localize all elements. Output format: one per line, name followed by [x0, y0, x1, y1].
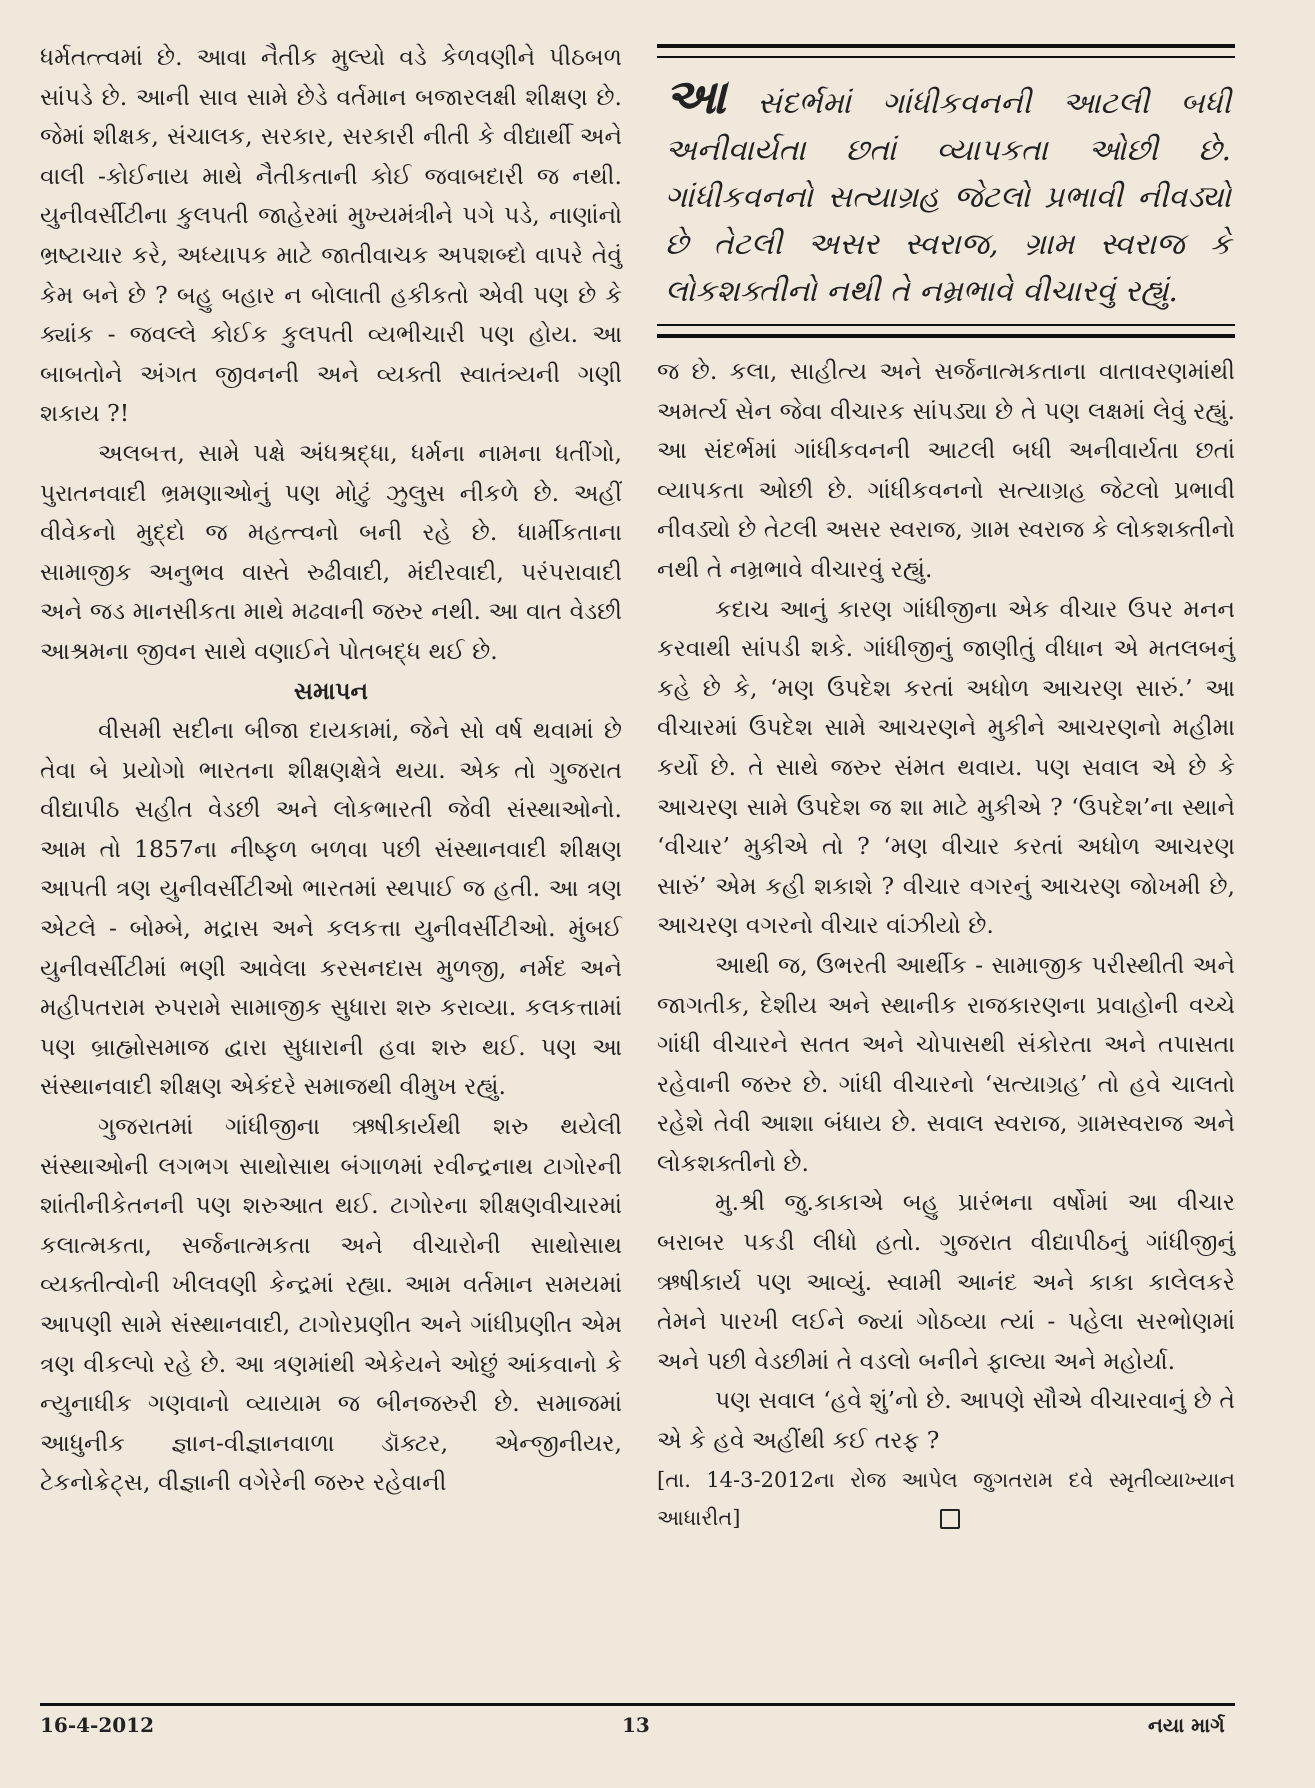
right-paragraph-4: મુ.શ્રી જુ.કાકાએ બહુ પ્રારંભના વર્ષોમાં આ વીચાર બરાબર પકડી લીધો હતો. ગુજરાત વીદ્યાપીઠનું ગાંધીજીનું ઋષીકાર્ય પણ આવ્યું. સ્વામી આનંદ અને કાકા કાલેલકરે તેમને પારખી લઈને જ્યાં ગોઠવ્યા ત્યાં - પહેલા સરભોણમાં અને પછી વેડછીમાં તે વડલો બનીને ફાલ્યા અને મહોર્યા.	[657, 1188, 1235, 1375]
pull-quote-lead-word: આ	[665, 69, 727, 125]
footer-rule	[40, 1703, 1235, 1706]
page-number: 13	[622, 1713, 650, 1737]
citation-note	[657, 1461, 1235, 1537]
right-paragraph-5: પણ સવાલ ‘હવે શું’નો છે. આપણે સૌએ વીચારવાનું છે તે એ કે હવે અહીંથી કઈ તરફ ?	[657, 1386, 1235, 1455]
end-of-article-icon	[940, 1509, 960, 1529]
right-column	[657, 352, 1235, 1537]
left-paragraph-1: ધર્મતત્ત્વમાં છે. આવા નૈતીક મુલ્યો વડે કેળવણીને પીઠબળ સાંપડે છે. આની સાવ સામે છેડે વર્તમાન બજારલક્ષી શીક્ષણ છે. જેમાં શીક્ષક, સંચાલક, સરકાર, સરકારી નીતી કે વીદ્યાર્થી અને વાલી -કોઈનાય માથે નૈતીકતાની કોઈ જવાબદારી જ નથી. યુનીવર્સીટીના કુલપતી જાહેરમાં મુખ્યમંત્રીને પગે પડે, નાણાંનો ભ્રષ્ટાચાર કરે, અધ્યાપક માટે જાતીવાચક અપશબ્દો વાપરે તેવું કેમ બને છે ? બહુ બહાર ન બોલાતી હકીકતો એવી પણ છે કે ક્યાંક - જવલ્લે કોઈક કુલપતી વ્યભીચારી પણ હોય. આ બાબતોને અંગત જીવનની અને વ્યક્તી સ્વાતંત્ર્યની ગણી શકાય ?!	[40, 43, 622, 428]
right-paragraph-1: જ છે. કલા, સાહીત્ય અને સર્જનાત્મકતાના વાતાવરણમાંથી અમર્ત્ય સેન જેવા વીચારક સાંપડ્યા છે તે પણ લક્ષમાં લેવું રહ્યું. આ સંદર્ભમાં ગાંધીકવનની આટલી બધી અનીવાર્યતા છતાં વ્યાપકતા ઓછી છે. ગાંધીકવનનો સત્યાગ્રહ જેટલો પ્રભાવી નીવડ્યો છે તેટલી અસર સ્વરાજ, ગ્રામ સ્વરાજ કે લોકશક્તીનો નથી તે નમ્રભાવે વીચારવું રહ્યું.	[657, 357, 1235, 583]
pull-quote-bottom-rule	[657, 324, 1235, 338]
issue-date: 16-4-2012	[40, 1713, 155, 1737]
citation-text: [તા. 14-3-2012ના રોજ આપેલ જુગતરામ દવે સ્મૃતીવ્યાખ્યાન આધારીત]	[657, 1467, 1235, 1530]
left-paragraph-4: ગુજરાતમાં ગાંધીજીના ઋષીકાર્યથી શરુ થયેલી સંસ્થાઓની લગભગ સાથોસાથ બંગાળમાં રવીન્દ્રનાથ ટાગોરની શાંતીનીકેતનની પણ શરુઆત થઈ. ટાગોરના શીક્ષણવીચારમાં કલાત્મકતા, સર્જનાત્મકતા અને વીચારોની સાથોસાથ વ્યક્તીત્વોની ખીલવણી કેન્દ્રમાં રહ્યા. આમ વર્તમાન સમયમાં આપણી સામે સંસ્થાનવાદી, ટાગોરપ્રણીત અને ગાંધીપ્રણીત એમ ત્રણ વીકલ્પો રહે છે. આ ત્રણમાંથી એકેયને ઓછું આંકવાનો કે ન્યુનાધીક ગણવાનો વ્યાયામ જ બીનજરુરી છે. સમાજમાં આધુનીક જ્ઞાન-વીજ્ઞાનવાળા ડૉક્ટર, એન્જીનીયર, ટેકનોક્રેટ્સ, વીજ્ઞાની વગેરેની જરુર રહેવાની	[40, 1112, 622, 1497]
left-column	[40, 38, 622, 1503]
pull-quote	[657, 44, 1235, 334]
section-heading: સમાપન	[293, 676, 369, 705]
right-paragraph-3: આથી જ, ઉભરતી આર્થીક - સામાજીક પરીસ્થીતી અને જાગતીક, દેશીય અને સ્થાનીક રાજકારણના પ્રવાહોની વચ્ચે ગાંધી વીચારને સતત અને ચોપાસથી સંકોરતા અને તપાસતા રહેવાની જરુર છે. ગાંધી વીચારનો ‘સત્યાગ્રહ’ તો હવે ચાલતો રહેશે તેવી આશા બંધાય છે. સવાલ સ્વરાજ, ગ્રામસ્વરાજ અને લોકશક્તીનો છે.	[657, 950, 1235, 1177]
left-paragraph-3: વીસમી સદીના બીજા દાયકામાં, જેને સો વર્ષ થવામાં છે તેવા બે પ્રયોગો ભારતના શીક્ષણક્ષેત્રે થયા. એક તો ગુજરાત વીદ્યાપીઠ સહીત વેડછી અને લોકભારતી જેવી સંસ્થાઓનો. આમ તો 1857ના નીષ્ફળ બળવા પછી સંસ્થાનવાદી શીક્ષણ આપતી ત્રણ યુનીવર્સીટીઓ ભારતમાં સ્થપાઈ જ હતી. આ ત્રણ એટલે - બોમ્બે, મદ્રાસ અને કલકત્તા યુનીવર્સીટીઓ. મુંબઈ યુનીવર્સીટીમાં ભણી આવેલા કરસનદાસ મુળજી, નર્મદ અને મહીપતરામ રુપરામે સામાજીક સુધારા શરુ કરાવ્યા. કલકત્તામાં પણ બ્રાહ્મોસમાજ દ્વારા સુધારાની હવા શરુ થઈ. પણ આ સંસ્થાનવાદી શીક્ષણ એકંદરે સમાજથી વીમુખ રહ્યું.	[40, 716, 622, 1101]
pull-quote-top-rule	[657, 44, 1235, 58]
left-paragraph-2: અલબત્ત, સામે પક્ષે અંધશ્રદ્ધા, ધર્મના નામના ધતીંગો, પુરાતનવાદી ભ્રમણાઓનું પણ મોટું ઝુલુસ નીકળે છે. અહીં વીવેકનો મુદ્દો જ મહત્ત્વનો બની રહે છે. ધાર્મીકતાના સામાજીક અનુભવ વાસ્તે રુઢીવાદી, મંદીરવાદી, પરંપરાવાદી અને જડ માનસીકતા માથે મઢવાની જરુર નથી. આ વાત વેડછી આશ્રમના જીવન સાથે વણાઈને પોતબદ્ધ થઈ છે.	[40, 438, 622, 665]
right-paragraph-2: કદાચ આનું કારણ ગાંધીજીના એક વીચાર ઉપર મનન કરવાથી સાંપડી શકે. ગાંધીજીનું જાણીતું વીધાન એ મતલબનું કહે છે કે, ‘મણ ઉપદેશ કરતાં અધોળ આચરણ સારું.’ આ વીચારમાં ઉપદેશ સામે આચરણને મુકીને આચરણનો મહીમા કર્યો છે. તે સાથે જરુર સંમત થવાય. પણ સવાલ એ છે કે આચરણ સામે ઉપદેશ જ શા માટે મુકીએ ? ‘ઉપદેશ’ના સ્થાને ‘વીચાર’ મુકીએ તો ? ‘મણ વીચાર કરતાં અધોળ આચરણ સારું’ એમ કહી શકાશે ? વીચાર વગરનું આચરણ જોખમી છે, આચરણ વગરનો વીચાર વાંઝીયો છે.	[657, 594, 1235, 940]
publication-name: નયા માર્ગ	[1148, 1713, 1225, 1737]
pull-quote-body: સંદર્ભમાં ગાંધીકવનની આટલી બધી અનીવાર્યતા છતાં વ્યાપકતા ઓછી છે. ગાંધીકવનનો સત્યાગ્રહ જેટલો પ્રભાવી નીવડ્યો છે તેટલી અસર સ્વરાજ, ગ્રામ સ્વરાજ કે લોકશક્તીનો નથી તે નમ્રભાવે વીચારવું રહ્યું.	[665, 86, 1231, 309]
pull-quote-text	[665, 69, 1231, 315]
